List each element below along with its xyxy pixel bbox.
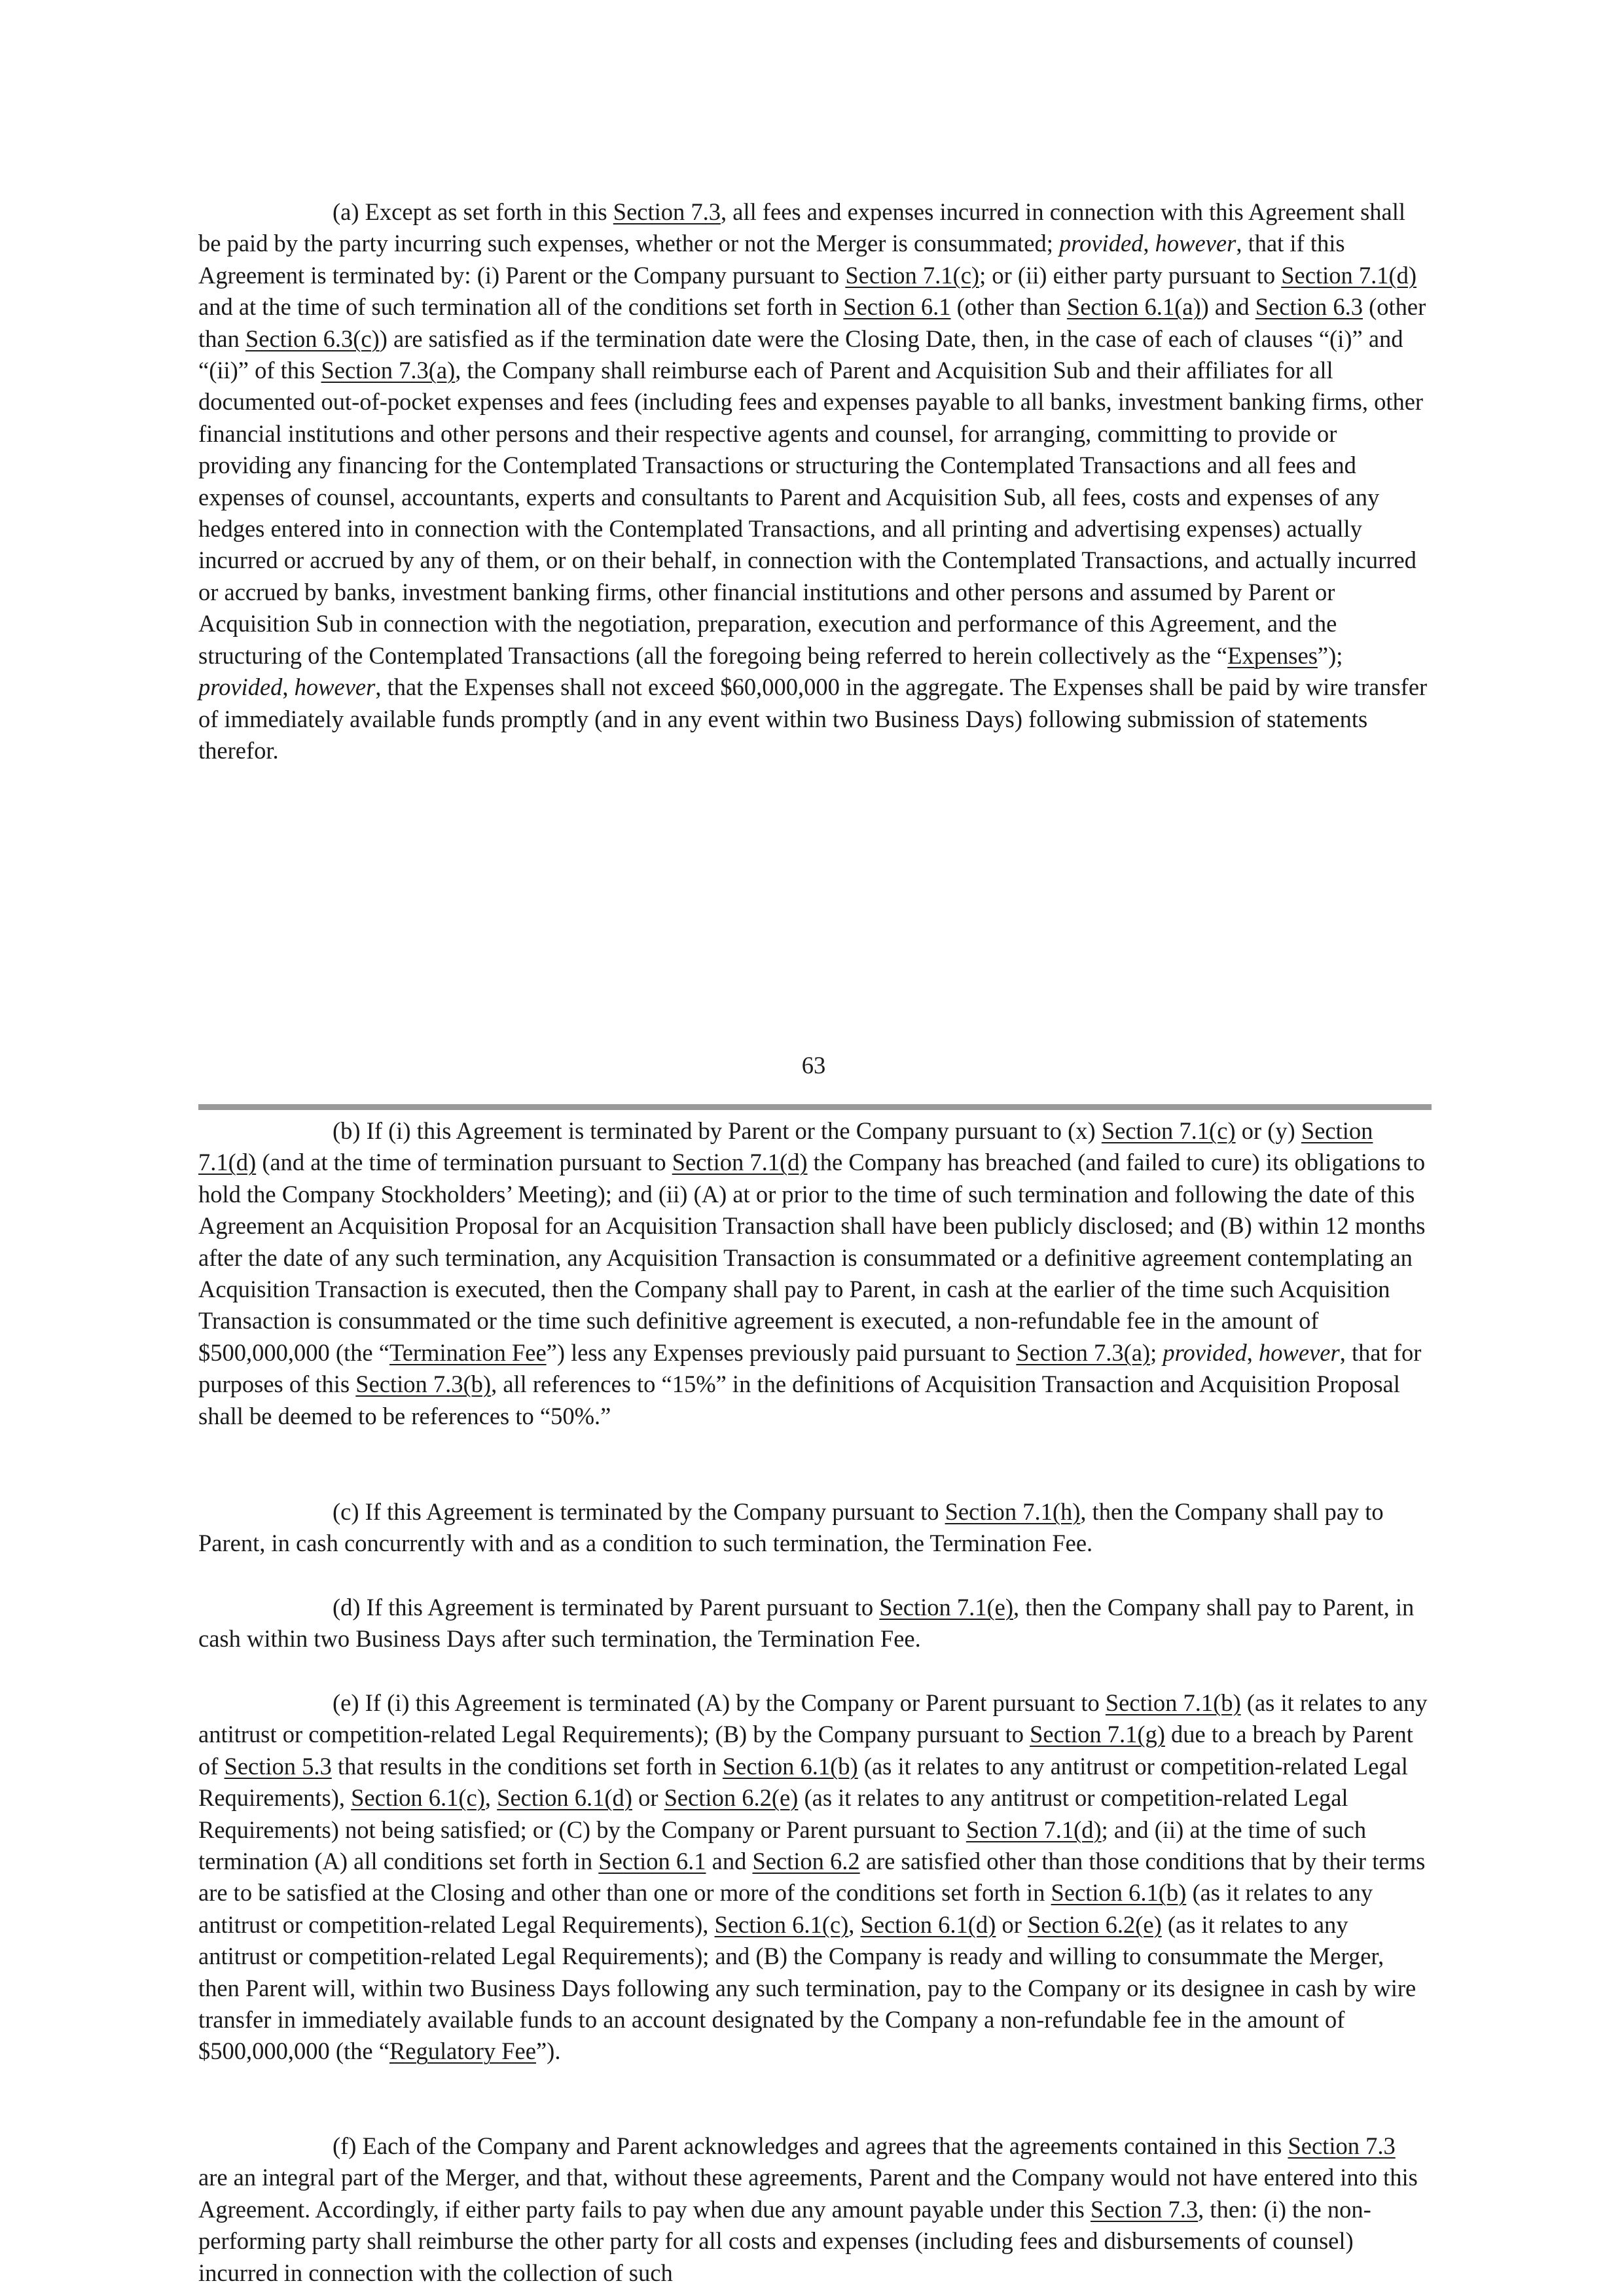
- paragraph-7-3-a: [198, 196, 1429, 766]
- text: and at the time of such termination all of the conditions set forth in: [198, 293, 844, 321]
- italic-term: however: [1155, 230, 1236, 257]
- section-reference: Section 7.3: [1288, 2132, 1396, 2159]
- text: , then the Company shall pay to Parent, in cash concurrently with and as a condition to such termination, the Termination Fee.: [198, 1498, 1384, 1557]
- section-reference: Section 7.3: [1090, 2195, 1199, 2223]
- text: (as it relates to any antitrust or competition-related Legal Requirements); and (B) the Company is ready and willing to consummate the Merger, then Parent will, within two Business Days following any such termination, pay to the Company or its designee in cash by wire transfer in immediately available funds to an account designated by the Company a non-refundable fee in the amount of $500,000,000 (the “: [198, 1910, 1416, 2065]
- section-reference: Section 7.1(c): [1101, 1117, 1236, 1144]
- text: (as it relates to any antitrust or competition-related Legal Requirements),: [198, 1879, 1373, 1938]
- defined-term: Expenses: [1227, 641, 1318, 669]
- section-reference: Section 6.1(b): [722, 1752, 858, 1780]
- section-reference: Section 6.1(d): [860, 1910, 996, 1938]
- text: ”) less any Expenses previously paid pursuant to: [546, 1338, 1017, 1366]
- text: or: [996, 1910, 1028, 1938]
- paragraph-7-3-c: [198, 1496, 1429, 1560]
- section-reference: Section 7.3(b): [355, 1371, 492, 1398]
- text: , the Company shall reimburse each of Parent and Acquisition Sub and their affiliates for all documented out-of-pocket expenses and fees (including fees and expenses payable to all banks, investment banking firms, other financial institutions and other persons and their respective agents and counsel, for arranging, committing to provide or providing any financing for the Contemplated Transactions or structuring the Contemplated Transactions and all fees and expenses of counsel, accountants, experts and consultants to Parent and Acquisition Sub, all fees, costs and expenses of any hedges entered into in connection with the Contemplated Transactions, and all printing and advertising expenses) actually incurred or accrued by any of them, or on their behalf, in connection with the Contemplated Transactions, and actually incurred or accrued by banks, investment banking firms, other financial institutions and other persons and assumed by Parent or Acquisition Sub in connection with the negotiation, preparation, execution and performance of this Agreement, and the structuring of the Contemplated Transactions (all the foregoing being referred to herein collectively as the “: [198, 357, 1424, 669]
- text: ; or (ii) either party pursuant to: [979, 261, 1282, 289]
- italic-term: provided: [198, 673, 283, 701]
- text: (as it relates to any antitrust or competition-related Legal Requirements),: [198, 1752, 1408, 1812]
- italic-term: however: [1259, 1338, 1340, 1366]
- italic-term: however: [294, 673, 376, 701]
- text: ,: [848, 1910, 861, 1938]
- text: ) and: [1200, 293, 1255, 321]
- text: or: [632, 1784, 664, 1812]
- text: are satisfied other than those conditions that by their terms are to be satisfied at the Closing and other than one or more of the conditions set forth in: [198, 1848, 1426, 1907]
- text: (c) If this Agreement is terminated by the Company pursuant to: [333, 1498, 945, 1525]
- text: ,: [484, 1784, 497, 1812]
- italic-term: provided: [1163, 1338, 1247, 1366]
- text: , that if this Agreement is terminated by: (i) Parent or the Company pursuant to: [198, 230, 1345, 289]
- section-reference: Section 6.1(c): [351, 1784, 485, 1812]
- section-reference: Section 7.1(c): [845, 261, 980, 289]
- text: ”).: [535, 2037, 561, 2065]
- section-reference: Section 6.3: [1255, 293, 1363, 321]
- text: the Company has breached (and failed to cure) its obligations to hold the Company Stockholders’ Meeting); and (ii) (A) at or prior to the time of such termination and following the date of this Agreement an Acquisition Proposal for an Acquisition Transaction shall have been publicly disclosed; and (B) within 12 months after the date of any such termination, any Acquisition Transaction is consummated or a definitive agreement contemplating an Acquisition Transaction is executed, then the Company shall pay to Parent, in cash at the earlier of the time such Acquisition Transaction is consummated or the time such definitive agreement is executed, a non-refundable fee in the amount of $500,000,000 (the “: [198, 1149, 1426, 1366]
- paragraph-7-3-b: [198, 1115, 1429, 1432]
- section-reference: Section 6.1(b): [1051, 1879, 1187, 1907]
- section-reference: Section 7.1(b): [1105, 1689, 1241, 1716]
- section-reference: Section 7.1(d): [672, 1149, 808, 1176]
- paragraph-7-3-f: [198, 2130, 1429, 2289]
- section-reference: Section 6.2(e): [1028, 1910, 1162, 1938]
- section-reference: Section 7.3(a): [1016, 1338, 1151, 1366]
- text: ”);: [1317, 641, 1343, 669]
- section-reference: Section 6.1(c): [714, 1910, 849, 1938]
- text: ,: [282, 673, 295, 701]
- section-reference: Section 5.3: [224, 1752, 332, 1780]
- section-reference: Section 6.1: [598, 1848, 706, 1875]
- text: , then the Company shall pay to Parent, in cash within two Business Days after such termination, the Termination Fee.: [198, 1594, 1415, 1653]
- section-reference: Section 6.2: [752, 1848, 860, 1875]
- text: and: [706, 1848, 753, 1875]
- text: (other than: [198, 293, 1426, 352]
- section-reference: Section 7.1(h): [945, 1498, 1081, 1525]
- defined-term: Termination Fee: [389, 1338, 547, 1366]
- paragraph-7-3-e: [198, 1687, 1429, 2068]
- text: or (y): [1235, 1117, 1301, 1144]
- text: (e) If (i) this Agreement is terminated (A) by the Company or Parent pursuant to: [333, 1689, 1106, 1716]
- section-reference: Section 6.1(d): [497, 1784, 632, 1812]
- text: ,: [1143, 230, 1155, 257]
- text: (and at the time of termination pursuant to: [256, 1149, 672, 1176]
- text: (a) Except as set forth in this: [333, 198, 613, 225]
- defined-term: Regulatory Fee: [389, 2037, 536, 2065]
- text: , that for purposes of this: [198, 1338, 1422, 1398]
- text: (b) If (i) this Agreement is terminated by Parent or the Company pursuant to (x): [333, 1117, 1102, 1144]
- page-number: 63: [801, 1052, 826, 1079]
- text: (as it relates to any antitrust or competition-related Legal Requirements) not being satisfied; or (C) by the Company or Parent pursuant to: [198, 1784, 1348, 1843]
- section-reference: Section 6.1: [843, 293, 951, 321]
- paragraph-7-3-d: [198, 1592, 1429, 1655]
- section-reference: Section 7.1(e): [879, 1594, 1013, 1621]
- section-reference: Section 7.1(d): [1281, 261, 1417, 289]
- text: , that the Expenses shall not exceed $60,000,000 in the aggregate. The Expenses shall be paid by wire transfer of immediately available funds promptly (and in any event within two Business Days) following submission of statements therefor.: [198, 673, 1428, 764]
- text: ; and (ii) at the time of such termination (A) all conditions set forth in: [198, 1816, 1367, 1875]
- text: , then: (i) the non-performing party shall reimburse the other party for all costs and expenses (including fees and disbursements of counsel) incurred in connection with the collection of such: [198, 2195, 1371, 2286]
- text: ,: [1246, 1338, 1259, 1366]
- text: (as it relates to any antitrust or competition-related Legal Requirements); (B) by the Company pursuant to: [198, 1689, 1428, 1748]
- text: are an integral part of the Merger, and that, without these agreements, Parent and the Company would not have entered into this Agreement. Accordingly, if either party fails to pay when due any amount payable under this: [198, 2164, 1418, 2223]
- italic-term: provided: [1059, 230, 1144, 257]
- section-reference: Section 7.1(d): [198, 1117, 1373, 1176]
- text: due to a breach by Parent of: [198, 1721, 1413, 1780]
- text: that results in the conditions set forth in: [331, 1752, 723, 1780]
- text: (other than: [950, 293, 1067, 321]
- page-divider: [198, 1104, 1432, 1110]
- section-reference: Section 7.3(a): [321, 357, 456, 384]
- text: , all references to “15%” in the definitions of Acquisition Transaction and Acquisition Proposal shall be deemed to be references to “50%.”: [198, 1371, 1400, 1429]
- text: ) are satisfied as if the termination date were the Closing Date, then, in the case of each of clauses “(i)” and “(ii)” of this: [198, 325, 1403, 384]
- section-reference: Section 6.1(a): [1066, 293, 1201, 321]
- text: ;: [1150, 1338, 1163, 1366]
- section-reference: Section 6.3(c): [245, 325, 380, 352]
- section-reference: Section 7.1(g): [1030, 1721, 1165, 1748]
- section-reference: Section 7.1(d): [965, 1816, 1102, 1843]
- text: , all fees and expenses incurred in connection with this Agreement shall be paid by the party incurring such expenses, whether or not the Merger is consummated;: [198, 198, 1406, 257]
- section-reference: Section 7.3: [613, 198, 721, 225]
- text: (f) Each of the Company and Parent acknowledges and agrees that the agreements contained in this: [333, 2132, 1288, 2159]
- text: (d) If this Agreement is terminated by Parent pursuant to: [333, 1594, 880, 1621]
- section-reference: Section 6.2(e): [664, 1784, 799, 1812]
